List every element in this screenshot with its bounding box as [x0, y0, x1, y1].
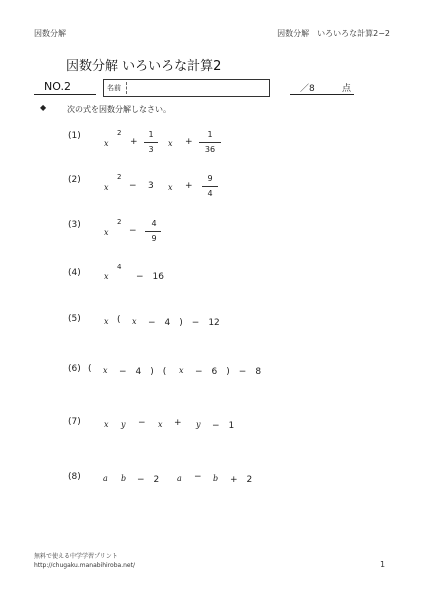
score-underline	[290, 94, 354, 95]
var-x: x	[179, 366, 184, 375]
expression-rest: − 1	[212, 421, 235, 431]
var-x: x	[168, 139, 173, 148]
header-right: 因数分解 いろいろな計算2−2	[277, 29, 390, 38]
var-b: b	[121, 474, 127, 483]
fraction-numerator: 1	[148, 130, 154, 139]
var-x: x	[104, 272, 109, 281]
fraction-numerator: 9	[207, 174, 213, 183]
operator: −	[129, 226, 137, 236]
var-x: x	[103, 366, 108, 375]
var-x: x	[104, 139, 109, 148]
problem-label: (2)	[68, 175, 81, 185]
exponent: 4	[117, 263, 122, 271]
var-x: x	[132, 317, 137, 326]
operator: +	[130, 137, 138, 147]
fraction-denominator: 36	[204, 145, 216, 154]
expression-part: − 4 ) (	[119, 367, 167, 377]
var-x: x	[104, 420, 109, 429]
fraction-numerator: 1	[207, 130, 213, 139]
footer-site-name: 無料で使える中学学習プリント	[34, 553, 118, 560]
problem-label: (6)	[68, 364, 81, 374]
sheet-number-underline	[34, 94, 96, 95]
diamond-bullet-icon: ◆	[40, 103, 47, 112]
var-x: x	[168, 183, 173, 192]
var-x: x	[104, 317, 109, 326]
sheet-number: NO.2	[44, 80, 71, 93]
name-field[interactable]	[103, 79, 270, 97]
exponent: 2	[117, 129, 122, 137]
operator: −	[129, 181, 137, 191]
fraction-bar	[202, 186, 218, 187]
page-title: 因数分解 いろいろな計算2	[66, 59, 222, 74]
problem-label: (7)	[68, 417, 81, 427]
score-slash: ／8	[300, 84, 315, 94]
footer-url[interactable]: http://chugaku.manabihiroba.net/	[34, 562, 135, 569]
problem-label: (8)	[68, 472, 81, 482]
expression-rest: − 6 ) − 8	[195, 367, 262, 377]
name-divider	[126, 82, 127, 94]
var-y: y	[121, 420, 126, 429]
expression-part: − 2	[137, 475, 160, 485]
fraction-numerator: 4	[151, 219, 157, 228]
operator: +	[174, 418, 182, 428]
open-paren: (	[117, 315, 121, 325]
open-paren: (	[88, 364, 92, 374]
var-a: a	[177, 474, 182, 483]
name-label: 名前	[107, 84, 121, 92]
problem-label: (5)	[68, 314, 81, 324]
fraction-denominator: 4	[207, 189, 213, 198]
instruction-text: 次の式を因数分解しなさい。	[67, 105, 171, 114]
var-x: x	[104, 228, 109, 237]
problem-label: (3)	[68, 220, 81, 230]
var-b: b	[213, 474, 219, 483]
operator: −	[138, 418, 146, 428]
operator: +	[185, 137, 193, 147]
operator: +	[185, 181, 193, 191]
exponent: 2	[117, 218, 122, 226]
var-x: x	[104, 183, 109, 192]
var-a: a	[103, 474, 108, 483]
fraction-bar	[145, 231, 161, 232]
operator: −	[194, 472, 202, 482]
expression-rest: + 2	[230, 475, 253, 485]
header-left: 因数分解	[34, 29, 66, 38]
var-y: y	[196, 420, 201, 429]
exponent: 2	[117, 173, 122, 181]
problem-label: (1)	[68, 131, 81, 141]
coefficient: 3	[148, 181, 154, 191]
expression-rest: − 4 ) − 12	[148, 318, 220, 328]
expression-rest: − 16	[136, 272, 164, 282]
fraction-denominator: 3	[148, 145, 154, 154]
var-x: x	[158, 420, 163, 429]
problem-label: (4)	[68, 268, 81, 278]
fraction-bar	[199, 142, 221, 143]
fraction-bar	[144, 142, 158, 143]
score-unit: 点	[342, 84, 352, 94]
page-number: 1	[380, 560, 386, 569]
fraction-denominator: 9	[151, 234, 157, 243]
